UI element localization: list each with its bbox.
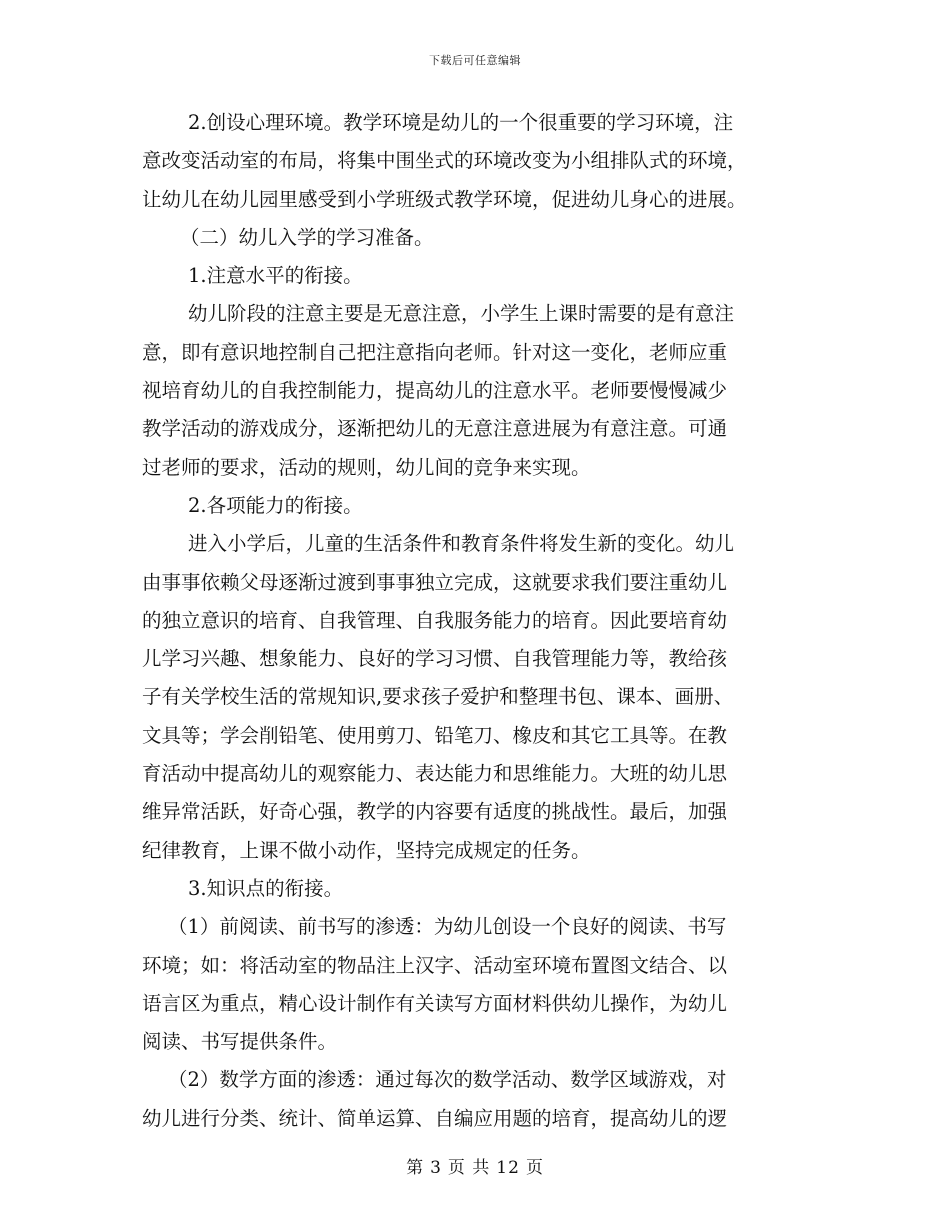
paragraph-line: 纪律教育，上课不做小动作，坚持完成规定的任务。 (142, 838, 591, 862)
paragraph-line: 教学活动的游戏成分，逐渐把幼儿的无意注意进展为有意注意。可通 (142, 417, 728, 441)
paragraph-line: 文具等；学会削铅笔、使用剪刀、铅笔刀、橡皮和其它工具等。在教 (142, 723, 728, 747)
paragraph-line: 进入小学后，儿童的生活条件和教育条件将发生新的变化。幼儿 (188, 532, 735, 556)
paragraph-line: 的独立意识的培育、自我管理、自我服务能力的培育。因此要培育幼 (142, 608, 728, 632)
paragraph-line: 阅读、书写提供条件。 (142, 1030, 338, 1054)
paragraph-line: 视培育幼儿的自我控制能力，提高幼儿的注意水平。老师要慢慢减少 (142, 379, 728, 403)
paragraph-line: 幼儿进行分类、统计、简单运算、自编应用题的培育，提高幼儿的逻 (142, 1106, 728, 1130)
paragraph-line: 意，即有意识地控制自己把注意指向老师。针对这一变化，老师应重 (142, 340, 728, 364)
footer-prefix: 第 (406, 1158, 425, 1178)
page-footer (0, 1153, 950, 1178)
paragraph-line: 过老师的要求，活动的规则，幼儿间的竞争来实现。 (142, 455, 591, 479)
paragraph-line: （1）前阅读、前书写的渗透：为幼儿创设一个良好的阅读、书写 (168, 915, 727, 939)
body-text (142, 104, 810, 1138)
subsection-heading: 3.知识点的衔接。 (188, 876, 344, 900)
paragraph-line: 幼儿阶段的注意主要是无意注意，小学生上课时需要的是有意注 (188, 302, 735, 326)
paragraph-line: 由事事依赖父母逐渐过渡到事事独立完成，这就要求我们要注重幼儿 (142, 570, 728, 594)
paragraph-line: 儿学习兴趣、想象能力、良好的学习习惯、自我管理能力等，教给孩 (142, 647, 728, 671)
paragraph-line: 子有关学校生活的常规知识,要求孩子爱护和整理书包、课本、画册、 (142, 685, 734, 709)
footer-mid: 页 共 (447, 1158, 491, 1178)
paragraph-line: 语言区为重点，精心设计制作有关读写方面材料供幼儿操作，为幼儿 (142, 991, 728, 1015)
paragraph-line: （2）数学方面的渗透：通过每次的数学活动、数学区域游戏，对 (168, 1068, 727, 1092)
total-pages-number: 12 (496, 1158, 520, 1178)
paragraph-line: 意改变活动室的布局，将集中围坐式的环境改变为小组排队式的环境， (142, 149, 747, 173)
page-header: 下载后可任意编辑 (429, 54, 521, 67)
paragraph-line: 让幼儿在幼儿园里感受到小学班级式教学环境，促进幼儿身心的进展。 (142, 187, 747, 211)
footer-suffix: 页 (525, 1158, 544, 1178)
paragraph-line: 环境；如：将活动室的物品注上汉字、活动室环境布置图文结合、以 (142, 953, 728, 977)
paragraph-line: 2.创设心理环境。教学环境是幼儿的一个很重要的学习环境，注 (188, 111, 734, 134)
paragraph-line: 维异常活跃，好奇心强，教学的内容要有适度的挑战性。最后，加强 (142, 800, 728, 824)
section-heading: （二）幼儿入学的学习准备。 (180, 225, 434, 249)
paragraph-line: 育活动中提高幼儿的观察能力、表达能力和思维能力。大班的幼儿思 (142, 762, 728, 786)
current-page-number: 3 (430, 1158, 442, 1178)
subsection-heading: 2.各项能力的衔接。 (188, 493, 363, 517)
subsection-heading: 1.注意水平的衔接。 (188, 264, 363, 288)
